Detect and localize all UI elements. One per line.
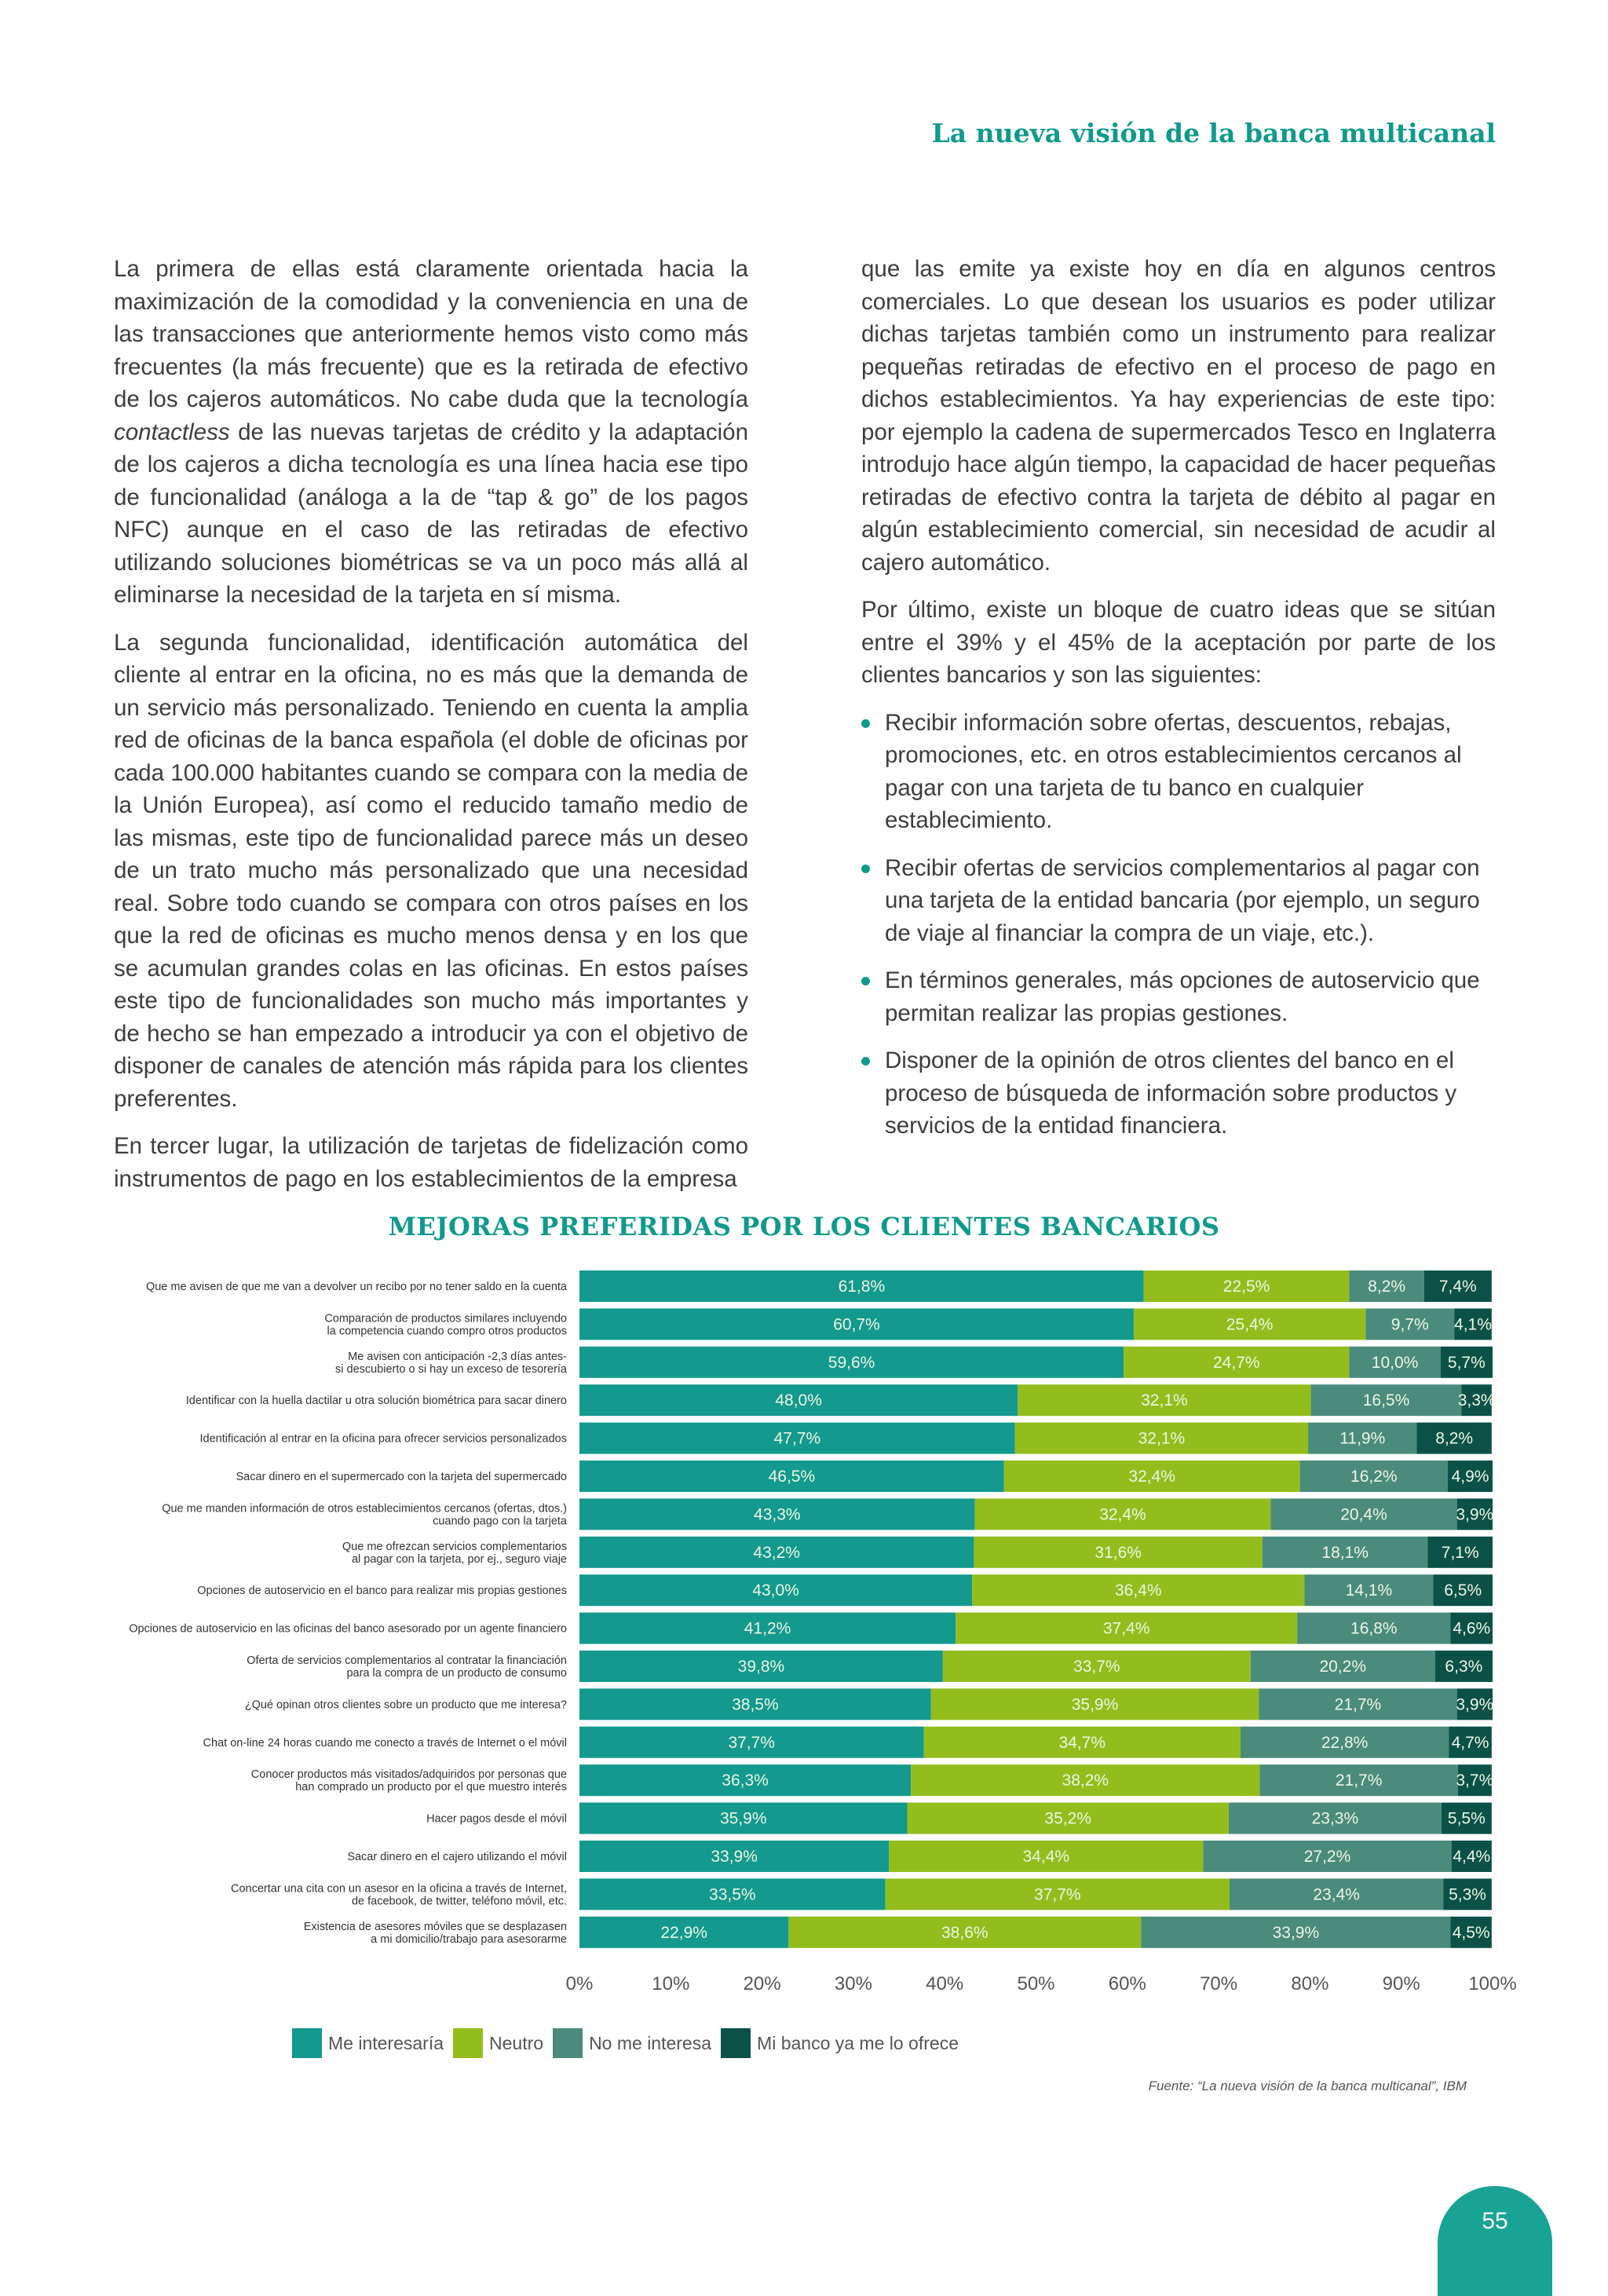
right-paragraph-1: que las emite ya existe hoy en día en algunos centros comerciales. Lo que desean los usuarios es poder utilizar dichas tarjetas también como un instrumento para realizar pequeñas retiradas de efectivo en el proceso de pago en dichos establecimientos. Ya hay experiencias de este tipo: por ejemplo la cadena de supermercados Tesco en Inglaterra introdujo hace algún tiempo, la capacidad de hacer pequeñas retiradas de efectivo contra la tarjeta de débito al pagar en algún establecimiento comercial, sin necesidad de acudir al cajero automático. xyxy=(861,256,1496,576)
value-label-me-interesaria: 35,9% xyxy=(719,1809,767,1828)
value-label-neutro: 32,1% xyxy=(1141,1391,1188,1410)
value-label-no-me-interesa: 22,8% xyxy=(1321,1733,1369,1752)
category-label: Sacar dinero en el cajero utilizando el móvil xyxy=(347,1851,567,1863)
value-label-no-me-interesa: 10,0% xyxy=(1371,1353,1419,1372)
legend-item-neutro xyxy=(453,2028,543,2058)
category-label: Sacar dinero en el supermercado con la tarjeta del supermercado xyxy=(236,1471,567,1483)
value-label-no-me-interesa: 21,7% xyxy=(1334,1695,1382,1714)
value-label-no-me-interesa: 16,5% xyxy=(1362,1391,1410,1410)
right-paragraph-2: Por último, existe un bloque de cuatro ideas que se sitúan entre el 39% y el 45% de la aceptación por parte de los clientes bancarios y son las siguientes: xyxy=(861,597,1496,688)
x-tick-label: 50% xyxy=(1017,1972,1055,1994)
value-label-me-interesaria: 46,5% xyxy=(768,1468,816,1486)
value-label-me-interesaria: 43,0% xyxy=(752,1581,799,1600)
value-label-neutro: 35,2% xyxy=(1044,1809,1091,1828)
category-label: Identificar con la huella dactilar u otra solución biométrica para sacar dinero xyxy=(185,1395,567,1408)
x-tick-label: 10% xyxy=(652,1972,690,1994)
category-label: Opciones de autoservicio en el banco para realizar mis propias gestiones xyxy=(197,1585,567,1598)
category-label: ¿Qué opinan otros clientes sobre un producto que me interesa? xyxy=(244,1698,567,1712)
value-label-neutro: 38,6% xyxy=(941,1923,989,1942)
legend-swatch-me-interesaria xyxy=(292,2028,322,2058)
left-paragraph-1 xyxy=(114,253,748,612)
value-label-mi-banco-ya-me-lo-ofrece: 3,9% xyxy=(1456,1695,1494,1714)
value-label-me-interesaria: 61,8% xyxy=(838,1278,886,1296)
value-label-neutro: 34,4% xyxy=(1022,1848,1070,1866)
left-column xyxy=(114,253,748,1210)
value-label-no-me-interesa: 23,4% xyxy=(1313,1885,1360,1904)
x-tick-label: 100% xyxy=(1468,1972,1517,1994)
value-label-neutro: 38,2% xyxy=(1062,1771,1109,1790)
category-label: Identificación al entrar en la oficina para ofrecer servicios personalizados xyxy=(199,1432,567,1446)
value-label-me-interesaria: 22,9% xyxy=(660,1923,707,1942)
x-tick-label: 30% xyxy=(834,1972,872,1994)
category-label: Que me avisen de que me van a devolver un recibo por no tener saldo en la cuenta xyxy=(145,1281,567,1293)
legend-item-no-me-interesa xyxy=(553,2028,711,2058)
value-label-neutro: 32,4% xyxy=(1128,1468,1175,1486)
x-tick-label: 20% xyxy=(743,1972,781,1994)
value-label-neutro: 36,4% xyxy=(1114,1581,1162,1600)
legend-label-neutro: Neutro xyxy=(489,2032,544,2053)
value-label-neutro: 37,4% xyxy=(1102,1619,1150,1638)
legend-label-ya-ofrece: Mi banco ya me lo ofrece xyxy=(757,2032,959,2053)
bullet-dot-icon xyxy=(861,719,870,728)
value-label-no-me-interesa: 20,4% xyxy=(1340,1505,1387,1524)
bullet-text: En términos generales, más opciones de autoservicio que permitan realizar las propias gestiones. xyxy=(885,967,1480,1026)
value-label-me-interesaria: 36,3% xyxy=(722,1771,769,1790)
value-label-neutro: 37,7% xyxy=(1034,1885,1081,1904)
value-label-me-interesaria: 38,5% xyxy=(732,1695,779,1714)
value-label-mi-banco-ya-me-lo-ofrece: 8,2% xyxy=(1435,1429,1474,1448)
legend-swatch-ya-ofrece xyxy=(721,2028,751,2058)
value-label-mi-banco-ya-me-lo-ofrece: 3,7% xyxy=(1456,1771,1494,1790)
category-label: Oferta de servicios complementarios al contratar la financiación para la compra de un producto de consumo xyxy=(247,1654,567,1680)
value-label-me-interesaria: 37,7% xyxy=(728,1733,775,1752)
value-label-no-me-interesa: 21,7% xyxy=(1335,1771,1383,1790)
value-label-neutro: 34,7% xyxy=(1058,1733,1106,1752)
page-number: 55 xyxy=(1482,2208,1508,2234)
category-label: Que me manden información de otros establecimientos cercanos (ofertas, dtos.) cuando pago con la tarjeta xyxy=(162,1502,567,1528)
value-label-mi-banco-ya-me-lo-ofrece: 4,1% xyxy=(1454,1315,1492,1334)
value-label-mi-banco-ya-me-lo-ofrece: 7,1% xyxy=(1441,1543,1479,1562)
category-label: Comparación de productos similares incluyendo la competencia cuando compro otros productos xyxy=(324,1312,567,1338)
value-label-mi-banco-ya-me-lo-ofrece: 3,9% xyxy=(1456,1505,1494,1524)
value-label-no-me-interesa: 27,2% xyxy=(1303,1848,1351,1866)
bullet-item xyxy=(861,707,1496,837)
value-label-mi-banco-ya-me-lo-ofrece: 4,9% xyxy=(1451,1468,1489,1486)
bullet-dot-icon xyxy=(861,865,870,873)
legend-label-me-interesaria: Me interesaría xyxy=(328,2032,444,2053)
value-label-no-me-interesa: 8,2% xyxy=(1368,1278,1406,1296)
value-label-neutro: 33,7% xyxy=(1073,1658,1120,1676)
value-label-mi-banco-ya-me-lo-ofrece: 6,3% xyxy=(1445,1658,1483,1676)
left-paragraph-1-text-a: La primera de ellas está claramente orientada hacia la maximización de la comodidad y la conveniencia en una de las transacciones que anteriormente hemos visto como más frecuentes (la más frecuente) que es la retirada de efectivo de los cajeros automáticos. No cabe duda que la tecnología xyxy=(114,256,748,412)
bullet-list xyxy=(861,707,1496,1143)
bullet-item xyxy=(861,964,1496,1029)
value-label-mi-banco-ya-me-lo-ofrece: 4,5% xyxy=(1452,1923,1490,1942)
value-label-mi-banco-ya-me-lo-ofrece: 5,7% xyxy=(1447,1353,1486,1372)
running-header-title: La nueva visión de la banca multicanal xyxy=(931,118,1496,148)
left-paragraph-2: La segunda funcionalidad, identificación automática del cliente al entrar en la oficina, no es más que la demanda de un servicio más personalizado. Teniendo en cuenta la amplia red de oficinas de la banca española (el doble de oficinas por cada 100.000 habitantes cuando se compara con la media de la Unión Europea), así como el reducido tamaño medio de las mismas, este tipo de funcionalidad parece más un deseo de un trato mucho más personalizado que una necesidad real. Sobre todo cuando se compara con otros países en los que la red de oficinas es mucho menos densa y en los que se acumulan grandes colas en las oficinas. En estos países este tipo de funcionalidades son mucho más importantes y de hecho se han empezado a introducir ya con el objetivo de disponer de canales de atención más rápida para los clientes preferentes. xyxy=(114,629,748,1112)
right-column xyxy=(861,253,1496,1157)
value-label-me-interesaria: 33,9% xyxy=(711,1848,758,1866)
value-label-me-interesaria: 59,6% xyxy=(828,1353,875,1372)
value-label-mi-banco-ya-me-lo-ofrece: 6,5% xyxy=(1444,1581,1482,1600)
page-number-tab xyxy=(1438,2186,1552,2296)
value-label-neutro: 25,4% xyxy=(1226,1315,1274,1334)
category-label: Me avisen con anticipación -2,3 días antes-si descubierto o si hay un exceso de tesorería xyxy=(335,1350,567,1376)
bullet-item xyxy=(861,852,1496,950)
value-label-mi-banco-ya-me-lo-ofrece: 5,3% xyxy=(1449,1885,1486,1904)
value-label-neutro: 32,4% xyxy=(1099,1505,1146,1524)
value-label-me-interesaria: 33,5% xyxy=(709,1885,756,1904)
value-label-me-interesaria: 41,2% xyxy=(744,1619,791,1638)
bullet-dot-icon xyxy=(861,977,870,985)
x-tick-label: 40% xyxy=(926,1972,964,1994)
value-label-mi-banco-ya-me-lo-ofrece: 4,4% xyxy=(1453,1848,1491,1866)
left-paragraph-3: En tercer lugar, la utilización de tarjetas de fidelización como instrumentos de pago en los establecimientos de la empresa xyxy=(114,1133,748,1192)
value-label-mi-banco-ya-me-lo-ofrece: 5,5% xyxy=(1447,1809,1486,1828)
value-label-no-me-interesa: 16,8% xyxy=(1350,1619,1398,1638)
value-label-no-me-interesa: 20,2% xyxy=(1319,1658,1367,1676)
legend-label-no-me-interesa: No me interesa xyxy=(589,2032,712,2053)
value-label-no-me-interesa: 23,3% xyxy=(1311,1809,1359,1828)
left-paragraph-1-emphasis: contactless xyxy=(114,419,230,445)
x-tick-label: 90% xyxy=(1382,1972,1420,1994)
value-label-mi-banco-ya-me-lo-ofrece: 4,6% xyxy=(1453,1619,1491,1638)
stacked-bar-chart xyxy=(0,1256,1608,2002)
bullet-item xyxy=(861,1044,1496,1143)
value-label-neutro: 22,5% xyxy=(1222,1278,1270,1296)
value-label-mi-banco-ya-me-lo-ofrece: 3,3% xyxy=(1457,1391,1496,1410)
x-tick-label: 80% xyxy=(1291,1972,1329,1994)
value-label-me-interesaria: 47,7% xyxy=(773,1429,821,1448)
value-label-neutro: 32,1% xyxy=(1138,1429,1186,1448)
legend-swatch-neutro xyxy=(453,2028,483,2058)
chart-legend xyxy=(292,2028,968,2058)
value-label-neutro: 24,7% xyxy=(1213,1353,1260,1372)
bullet-text: Recibir información sobre ofertas, descuentos, rebajas, promociones, etc. en otros establecimientos cercanos al pagar con una tarjeta de tu banco en cualquier establecimiento. xyxy=(885,709,1462,833)
value-label-no-me-interesa: 33,9% xyxy=(1272,1923,1320,1942)
x-tick-label: 60% xyxy=(1108,1972,1146,1994)
left-paragraph-1-text-b: de las nuevas tarjetas de crédito y la adaptación de los cajeros a dicha tecnología es una línea hacia ese tipo de funcionalidad (análoga a la de “tap & go” de los pagos NFC) aunque en el caso de las retiradas de efectivo utilizando soluciones biométricas se va un poco más allá al eliminarse la necesidad de la tarjeta en sí misma. xyxy=(114,419,748,608)
value-label-no-me-interesa: 9,7% xyxy=(1391,1315,1429,1334)
value-label-no-me-interesa: 11,9% xyxy=(1339,1429,1386,1448)
value-label-neutro: 35,9% xyxy=(1071,1695,1119,1714)
category-label: Chat on-line 24 horas cuando me conecto a través de Internet o el móvil xyxy=(203,1736,567,1749)
category-label: Conocer productos más visitados/adquiridos por personas que han comprado un producto por el que muestro interés xyxy=(250,1768,567,1794)
value-label-mi-banco-ya-me-lo-ofrece: 7,4% xyxy=(1438,1278,1477,1296)
legend-swatch-no-me-interesa xyxy=(553,2028,583,2058)
bullet-text: Disponer de la opinión de otros clientes del banco en el proceso de búsqueda de información sobre productos y servicios de la entidad financiera. xyxy=(885,1047,1457,1139)
value-label-me-interesaria: 60,7% xyxy=(833,1315,880,1334)
value-label-neutro: 31,6% xyxy=(1095,1543,1142,1562)
chart-source-note: Fuente: “La nueva visión de la banca multicanal”, IBM xyxy=(1148,2078,1467,2093)
bullet-text: Recibir ofertas de servicios complementarios al pagar con una tarjeta de la entidad bancaria (por ejemplo, un seguro de viaje al financiar la compra de un viaje, etc.). xyxy=(885,854,1480,946)
value-label-mi-banco-ya-me-lo-ofrece: 4,7% xyxy=(1451,1733,1489,1752)
legend-item-ya-ofrece xyxy=(721,2028,959,2058)
bullet-dot-icon xyxy=(861,1057,870,1066)
value-label-no-me-interesa: 14,1% xyxy=(1345,1581,1393,1600)
category-label: Existencia de asesores móviles que se desplazasen a mi domicilio/trabajo para asesorarme xyxy=(303,1920,567,1946)
value-label-me-interesaria: 43,2% xyxy=(753,1543,800,1562)
value-label-no-me-interesa: 16,2% xyxy=(1350,1468,1398,1486)
value-label-me-interesaria: 48,0% xyxy=(775,1391,822,1410)
category-label: Opciones de autoservicio en las oficinas del banco asesorado por un agente financiero xyxy=(129,1622,567,1636)
legend-item-me-interesaria xyxy=(292,2028,444,2058)
value-label-me-interesaria: 43,3% xyxy=(754,1505,801,1524)
value-label-me-interesaria: 39,8% xyxy=(737,1658,785,1676)
category-label: Hacer pagos desde el móvil xyxy=(426,1812,567,1826)
chart-title: MEJORAS PREFERIDAS POR LOS CLIENTES BANCARIOS xyxy=(388,1212,1220,1241)
x-tick-label: 0% xyxy=(565,1972,594,1994)
category-label: Concertar una cita con un asesor en la oficina a través de Internet, de facebook, de twitter, teléfono móvil, etc. xyxy=(231,1882,567,1908)
category-label: Que me ofrezcan servicios complementarios al pagar con la tarjeta, por ej., seguro viaje xyxy=(342,1540,567,1566)
value-label-no-me-interesa: 18,1% xyxy=(1321,1543,1369,1562)
x-tick-label: 70% xyxy=(1200,1972,1238,1994)
